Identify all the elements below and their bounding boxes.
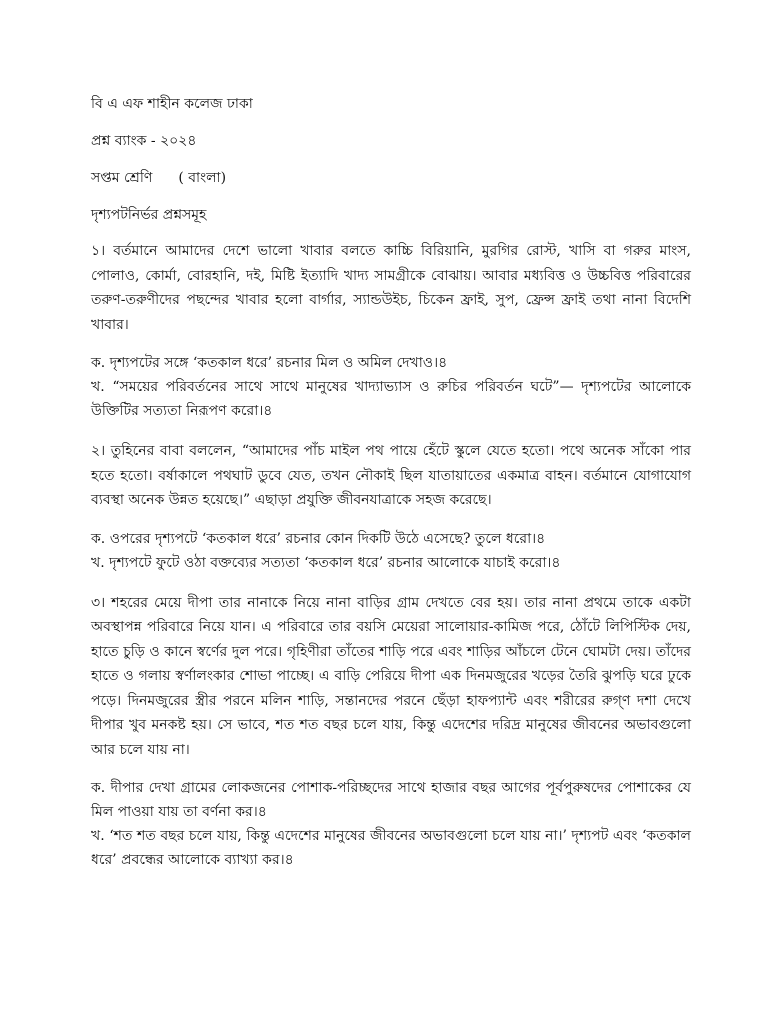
question-block-3 — [91, 591, 691, 873]
question-part-a: ক. ওপরের দৃশ্যপটে ‘কতকাল ধরে’ রচনার কোন দিকটি উঠে এসেছে? তুলে ধরো।৪ — [91, 530, 546, 547]
question-stem: ২। তুহিনের বাবা বললেন, “আমাদের পাঁচ মাইল পথ পায়ে হেঁটে স্কুলে যেতে হতো। পথে অনেক সাঁকো পার হতে হতো। বর্ষাকালে পথঘাট ডুবে যেত, তখন নৌকাই ছিল যাতায়াতের একমাত্র বাহন। বর্তমানে যোগাযোগ ব্যবস্থা অনেক উন্নত হয়েছে।” এছাড়া প্রযুক্তি জীবনযাত্রাকে সহজ করেছে। — [91, 443, 691, 508]
question-block-2 — [91, 439, 691, 575]
school-name: বি এ এফ শাহীন কলেজ ঢাকা — [91, 96, 253, 112]
question-bank-title: প্রশ্ন ব্যাংক - ২০২৪ — [91, 133, 197, 149]
question-block-1 — [91, 239, 691, 423]
section-title: দৃশ্যপটনির্ভর প্রশ্নসমূহ — [91, 207, 207, 223]
question-part-a: ক. দীপার দেখা গ্রামের লোকজনের পোশাক-পরিচ্ছদের সাথে হাজার বছর আগের পূর্বপুরুষদের পোশাকের যে মিল পাওয়া যায় তা বর্ণনা কর।৪ — [91, 780, 691, 820]
class-label: সপ্তম শ্রেণি — [91, 170, 153, 186]
class-subject-line — [91, 166, 691, 190]
question-stem: ১। বর্তমানে আমাদের দেশে ভালো খাবার বলতে কাচ্চি বিরিয়ানি, মুরগির রোস্ট, খাসি বা গরুর মাংস, পোলাও, কোর্মা, বোরহানি, দই, মিষ্টি ইত্যাদি খাদ্য সামগ্রীকে বোঝায়। আবার মধ্যবিত্ত ও উচ্চবিত্ত পরিবারের তরুণ-তরুণীদের পছন্দের খাবার হলো বার্গার, স্যান্ডউইচ, চিকেন ফ্রাই, সুপ, ফ্রেন্স ফ্রাই তথা নানা বিদেশি খাবার। — [91, 243, 691, 333]
question-part-b: খ. ‘শত শত বছর চলে যায়, কিন্তু এদেশের মানুষের জীবনের অভাবগুলো চলে যায় না।’ দৃশ্যপট এবং ‘কতকাল ধরে’ প্রবন্ধের আলোকে ব্যাখ্যা কর।৪ — [91, 828, 691, 868]
question-part-b: খ. “সময়ের পরিবর্তনের সাথে সাথে মানুষের খাদ্যাভ্যাস ও রুচির পরিবর্তন ঘটে”— দৃশ্যপটের আলোকে উক্তিটির সত্যতা নিরূপণ করো।৪ — [91, 379, 691, 419]
document-page — [91, 92, 691, 888]
question-stem: ৩। শহরের মেয়ে দীপা তার নানাকে নিয়ে নানা বাড়ির গ্রাম দেখতে বের হয়। তার নানা প্রথমে তাকে একটা অবস্থাপন্ন পরিবারে নিয়ে যান। এ পরিবারে তার বয়সি মেয়েরা সালোয়ার-কামিজ পরে, ঠোঁটে লিপিস্টিক দেয়, হাতে চুড়ি ও কানে স্বর্ণের দুল পরে। গৃহিণীরা তাঁতের শাড়ি পরে এবং শাড়ির আঁচলে টেনে ঘোমটা দেয়। তাঁদের হাতে ও গলায় স্বর্ণালংকার শোভা পাচ্ছে। এ বাড়ি পেরিয়ে দীপা এক দিনমজুরের খড়ের তৈরি ঝুপড়ি ঘরে ঢুকে পড়ে। দিনমজুরের স্ত্রীর পরনে মলিন শাড়ি, সন্তানদের পরনে ছেঁড়া হাফপ্যান্ট এবং শরীরের রুগ্ণ দশা দেখে দীপার খুব মনকষ্ট হয়। সে ভাবে, শত শত বছর চলে যায়, কিন্তু এদেশের দরিদ্র মানুষের জীবনের অভাবগুলো আর চলে যায় না। — [91, 594, 691, 758]
subject-label: ( বাংলা) — [178, 170, 227, 186]
question-part-a: ক. দৃশ্যপটের সঙ্গে ‘কতকাল ধরে’ রচনার মিল ও অমিল দেখাও।৪ — [91, 355, 448, 371]
question-part-b: খ. দৃশ্যপটে ফুটে ওঠা বক্তব্যের সত্যতা ‘কতকাল ধরে’ রচনার আলোকে যাচাই করো।৪ — [91, 554, 561, 571]
